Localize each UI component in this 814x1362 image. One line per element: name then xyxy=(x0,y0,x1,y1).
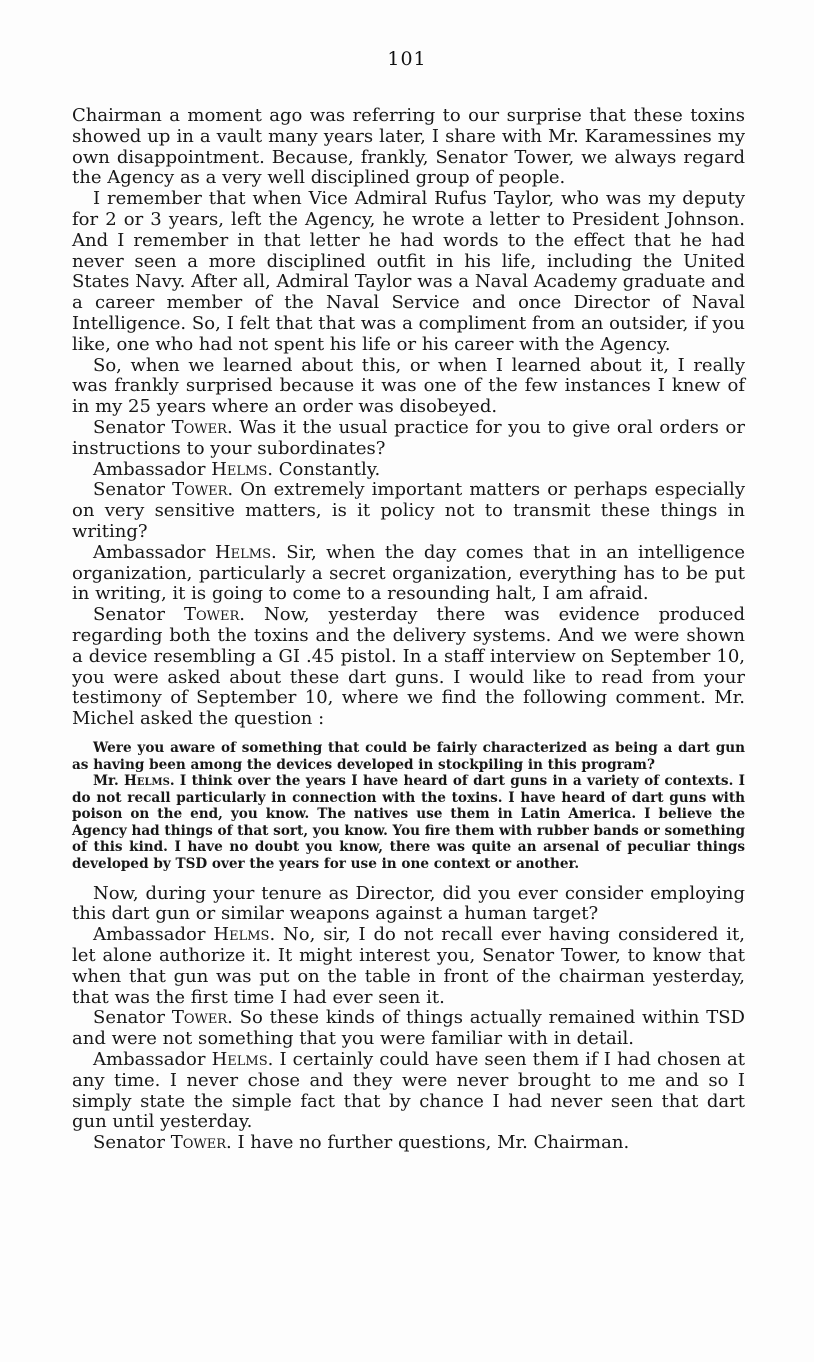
speaker-name: Helms xyxy=(214,541,272,563)
text-run: Senator xyxy=(93,1132,171,1154)
text-run: Ambassador xyxy=(93,541,215,563)
speaker-name: Tower xyxy=(171,416,227,438)
text-run: Ambassador xyxy=(93,1049,212,1071)
page-number: 101 xyxy=(387,48,427,70)
text-run: Chairman a moment ago was referring to our surprise that these toxins showed up in a vault many years later, I share with Mr. Karamessines my own disappointment. Because, frankly, Senator Tower, we always regard the Agency as a very well disciplined group of people. xyxy=(72,105,745,189)
paragraph xyxy=(72,418,745,460)
document-text xyxy=(72,106,745,1154)
excerpt-paragraph xyxy=(72,773,745,873)
paragraph xyxy=(72,1050,745,1133)
text-run: . Now, yesterday there was evidence produced regarding both the toxins and the delivery systems. And we were shown a device resembling a GI .45 pistol. In a staff interview on September 10, you were asked about these dart guns. I would like to read from your testimony of September 10, where we find the following comment. Mr. Michel asked the question : xyxy=(72,604,745,730)
paragraph xyxy=(72,925,745,1008)
text-run: . I certainly could have seen them if I had chosen at any time. I never chose and they were never brought to me and so I simply state the simple fact that by chance I had never seen that dart gun until yesterday. xyxy=(72,1049,745,1133)
text-run: Senator xyxy=(93,416,172,438)
text-run: Ambassador xyxy=(93,924,214,946)
text-run: Senator xyxy=(93,604,184,626)
text-run: I remember that when Vice Admiral Rufus Taylor, who was my deputy for 2 or 3 years, left the Agency, he wrote a letter to President Johnson. And I remember in that letter he had words to the effect that he had never seen a more disciplined outfit in his life, including the United States Navy. After all, Admiral Taylor was a Naval Academy graduate and a career member of the Naval Service and once Director of Naval Intelligence. So, I felt that that was a compliment from an outsider, if you like, one who had not spent his life or his career with the Agency. xyxy=(72,188,745,355)
speaker-name: Tower xyxy=(170,1132,227,1154)
speaker-name: Tower xyxy=(183,604,240,626)
paragraph xyxy=(72,480,745,542)
paragraph xyxy=(72,884,745,926)
excerpt-paragraph xyxy=(72,740,745,773)
paragraph xyxy=(72,356,745,418)
text-run: . I have no further questions, Mr. Chairman. xyxy=(226,1132,630,1154)
paragraph xyxy=(72,460,745,481)
text-run: . Was it the usual practice for you to give oral orders or instructions to your subordinates? xyxy=(72,416,745,459)
text-run: Senator xyxy=(93,1007,172,1029)
paragraph xyxy=(72,106,745,189)
speaker-name: Helms xyxy=(211,1049,268,1071)
text-run: Mr. xyxy=(93,773,125,790)
text-run: . So these kinds of things actually remained within TSD and were not something that you were familiar with in detail. xyxy=(72,1007,745,1050)
text-run: Senator xyxy=(93,479,173,501)
text-run: . On extremely important matters or perhaps especially on very sensitive matters, is it policy not to transmit these things in writing? xyxy=(72,479,745,542)
paragraph xyxy=(72,1008,745,1050)
text-run: . Sir, when the day comes that in an intelligence organization, particularly a secret organization, everything has to be put in writing, it is going to come to a resounding halt, I am afraid. xyxy=(72,541,745,605)
text-run: Were you aware of something that could be fairly characterized as being a dart gun as having been among the devices developed in stockpiling in this program? xyxy=(72,739,745,773)
speaker-name: Tower xyxy=(172,479,228,501)
speaker-name: Helms xyxy=(213,924,270,946)
text-run: . Constantly. xyxy=(267,458,381,480)
text-run: Ambassador xyxy=(93,458,212,480)
speaker-name: Helms xyxy=(211,458,268,480)
text-run: . No, sir, I do not recall ever having considered it, let alone authorize it. It might interest you, Senator Tower, to know that when that gun was put on the table in front of the chairman yesterday, that was the first time I had ever seen it. xyxy=(72,924,746,1008)
paragraph xyxy=(72,543,745,605)
text-run: Now, during your tenure as Director, did you ever consider employing this dart gun or similar weapons against a human target? xyxy=(72,882,745,925)
text-run: . I think over the years I have heard of dart guns in a variety of contexts. I do not recall particularly in connection with the toxins. I have heard of dart guns with poison on the end, you know. The natives use them in Latin America. I believe the Agency had things of that sort, you know. You fire them with rubber bands or something of this kind. I have no doubt you know, there was quite an arsenal of peculiar things developed by TSD over the years for use in one context or another. xyxy=(72,773,745,873)
paragraph xyxy=(72,189,745,355)
paragraph xyxy=(72,605,745,730)
paragraph xyxy=(72,1133,745,1154)
speaker-name: Helms xyxy=(124,773,170,790)
speaker-name: Tower xyxy=(171,1007,228,1029)
text-run: So, when we learned about this, or when I learned about it, I really was frankly surprised because it was one of the few instances I knew of in my 25 years where an order was disobeyed. xyxy=(72,354,745,418)
